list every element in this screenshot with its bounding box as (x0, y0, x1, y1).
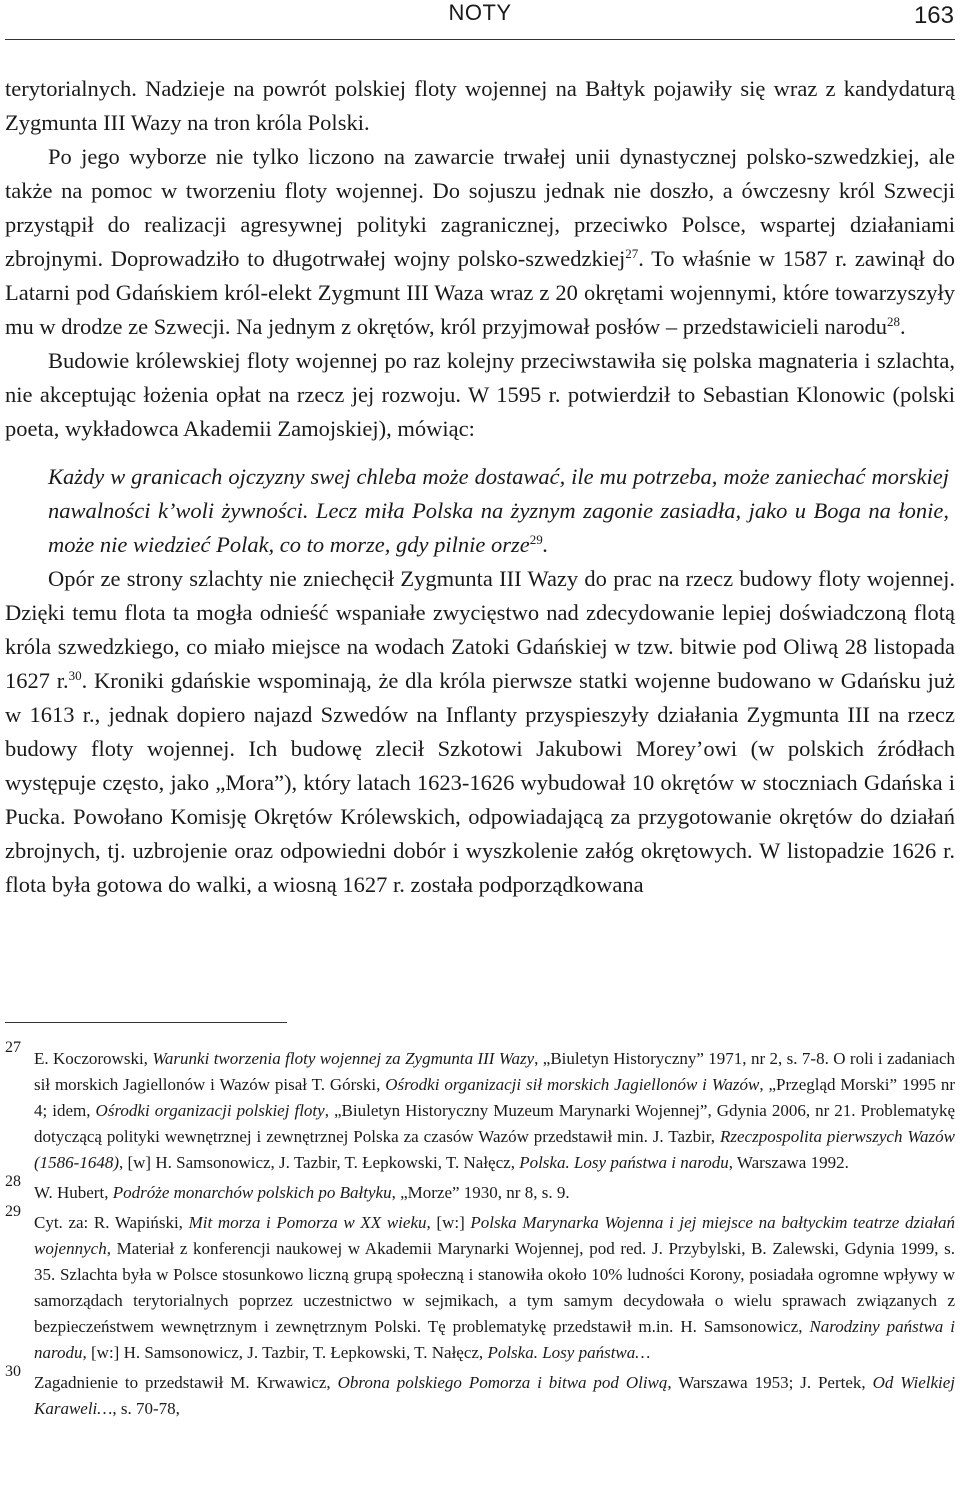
quote-end: . (542, 532, 549, 557)
footnote-ref-30[interactable]: 30 (68, 668, 82, 683)
running-header (0, 0, 960, 40)
footnote-title: Od Wielkiej Karaweli… (34, 1373, 955, 1418)
quote-text: Każdy w granicach ojczyzny swej chleba może dostawać, ile mu potrzeba, może zaniechać morskiej nawalności k’woli żywności. Lecz miła Polska na żyznym zagonie zasiadła, jako u Boga na łonie, może nie wiedzieć Polak, co to morze, gdy pilnie orze (48, 464, 949, 557)
header-rule (5, 39, 955, 40)
footnote-title: Podróże monarchów polskich po Bałtyku (112, 1183, 392, 1202)
footnote-29 (5, 1203, 956, 1366)
footnote-title: Narodziny państwa i narodu (34, 1317, 955, 1362)
footnote-text: , „Biuletyn Historyczny” 1971, nr 2, s. 7-8. O roli i zadaniach sił morskich Jagiellonów i Wazów pisał T. Górski, (34, 1049, 955, 1094)
footnote-text: , Warszawa 1953; J. Pertek, (667, 1373, 873, 1392)
footnote-separator (5, 1022, 287, 1023)
main-text (5, 72, 955, 902)
footnote-number: 29 (5, 1203, 21, 1220)
footnote-title: Warunki tworzenia floty wojennej za Zygmunta III Wazy (152, 1049, 535, 1068)
footnote-text: E. Koczorowski, (34, 1049, 153, 1068)
footnote-title: Rzeczpospolita pierwszych Wazów (1586-1648) (34, 1127, 955, 1172)
footnote-title: Polska. Losy państwa i narodu (519, 1153, 729, 1172)
footnote-number: 30 (5, 1363, 21, 1380)
footnote-ref-29[interactable]: 29 (529, 532, 543, 547)
footnote-ref-27[interactable]: 27 (625, 246, 639, 261)
footnote-text: , [w:] H. Samsonowicz, J. Tazbir, T. Łepkowski, T. Nałęcz, (82, 1343, 488, 1362)
footnotes (5, 1039, 956, 1426)
footnote-text: , „Przegląd Morski” 1995 nr 4; idem, (34, 1075, 955, 1120)
paragraph-1: terytorialnych. Nadzieje na powrót polskiej floty wojennej na Bałtyk pojawiły się wraz z kandydaturą Zygmunta III Wazy na tron króla Polski. (5, 76, 955, 135)
footnote-30 (5, 1363, 955, 1422)
footnote-text: , [w:] (426, 1213, 471, 1232)
section-title: NOTY (448, 0, 512, 25)
footnote-text: , Warszawa 1992. (728, 1153, 849, 1172)
footnote-text: Cyt. za: R. Wapiński, (34, 1213, 189, 1232)
paragraph-4 (5, 562, 955, 902)
footnote-ref-28[interactable]: 28 (887, 314, 901, 329)
paragraph-2-text-a: Po jego wyborze nie tylko liczono na zawarcie trwałej unii dynastycznej polsko-szwedzkiej, ale także na pomoc w tworzeniu floty wojennej. Do sojuszu jednak nie doszło, a ówczesny król Szwecji przystąpił do realizacji agresywnej polityki zagranicznej, przeciwko Polsce, wspartej działaniami zbrojnymi. Doprowadziło to długotrwałej wojny polsko-szwedzkiej (5, 144, 955, 271)
paragraph-2-text-b: . To właśnie w 1587 r. zawinął do Latarni pod Gdańskiem król-elekt Zygmunt III Waza wraz z 20 okrętami wojennymi, które towarzyszyły mu w drodze ze Szwecji. Na jednym z okrętów, król przyjmował posłów – przedstawicieli narodu (5, 246, 955, 339)
footnote-title: Obrona polskiego Pomorza i bitwa pod Oliwą (337, 1373, 668, 1392)
footnote-28 (5, 1173, 955, 1206)
block-quote (48, 460, 949, 562)
footnote-text: , „Biuletyn Historyczny Muzeum Marynarki Wojennej”, Gdynia 2006, nr 21. Problematykę dotyczącą polityki wewnętrznej i zewnętrznej Polska za czasów Wazów przedstawił min. J. Tazbir, (34, 1101, 955, 1146)
page-number: 163 (913, 2, 954, 29)
footnote-title: Ośrodki organizacji polskiej floty (95, 1101, 325, 1120)
paragraph-3: Budowie królewskiej floty wojennej po raz kolejny przeciwstawiła się polska magnateria i szlachta, nie akceptując łożenia opłat na rzecz jej rozwoju. W 1595 r. potwierdził to Sebastian Klonowic (polski poeta, wykładowca Akademii Zamojskiej), mówiąc: (5, 348, 955, 441)
footnote-title: Mit morza i Pomorza w XX wieku (188, 1213, 427, 1232)
footnote-title: Polska. Losy państwa… (487, 1343, 651, 1362)
paragraph-2-text-c: . (900, 314, 906, 339)
footnote-27 (5, 1039, 955, 1176)
paragraph-4-text-b: . Kroniki gdańskie wspominają, że dla króla pierwsze statki wojenne budowano w Gdańsku już w 1613 r., jednak dopiero najazd Szwedów na Inflanty przyspieszyły działania Zygmunta III na rzecz budowy floty wojennej. Ich budowę zlecił Szkotowi Jakubowi Morey’owi (w polskich źródłach występuje często, jako „Mora”), który latach 1623-1626 wybudował 10 okrętów w stoczniach Gdańska i Pucka. Powołano Komisję Okrętów Królewskich, odpowiadającą za przygotowanie okrętów do działań zbrojnych, tj. uzbrojenie oraz odpowiedni dobór i wyszkolenie załóg okrętowych. W listopadzie 1626 r. flota była gotowa do walki, a wiosną 1627 r. została podporządkowana (5, 668, 955, 897)
footnote-title: Polska Marynarka Wojenna i jej miejsce na bałtyckim teatrze działań wojennych (34, 1213, 956, 1258)
footnote-title: Ośrodki organizacji sił morskich Jagiellonów i Wazów (385, 1075, 760, 1094)
footnote-text: Zagadnienie to przedstawił M. Krwawicz, (34, 1373, 338, 1392)
footnote-text: W. Hubert, (34, 1183, 113, 1202)
footnote-text: , Materiał z konferencji naukowej w Akademii Marynarki Wojennej, pod red. J. Przybylski, B. Zalewski, Gdynia 1999, s. 35. Szlachta była w Polsce stosunkowo liczną grupą społeczną i stanowiła około 10% ludności Korony, posiadała ogromne wpływy w samorządach terytorialnych poprzez uczestnictwo w sejmikach, a tym samym decydowała o wielu sprawach związanych z bezpieczeństwem wewnętrznym i zewnętrznym Polski. Tę problematykę przedstawił m.in. H. Samsonowicz, (34, 1239, 955, 1336)
footnote-number: 28 (5, 1173, 21, 1190)
footnote-number: 27 (5, 1039, 21, 1056)
footnote-text: , „Morze” 1930, nr 8, s. 9. (391, 1183, 570, 1202)
paragraph-4-text-a: Opór ze strony szlachty nie zniechęcił Zygmunta III Wazy do prac na rzecz budowy floty wojennej. Dzięki temu flota ta mogła odnieść wspaniałe zwycięstwo nad zdecydowanie lepiej doświadczoną flotą króla szwedzkiego, co miało miejsce na wodach Zatoki Gdańskiej w tzw. bitwie pod Oliwą 28 listopada 1627 r. (5, 566, 955, 693)
footnote-text: , [w] H. Samsonowicz, J. Tazbir, T. Łepkowski, T. Nałęcz, (118, 1153, 520, 1172)
paragraph-2 (5, 140, 955, 344)
footnote-text: , s. 70-78, (112, 1399, 180, 1418)
